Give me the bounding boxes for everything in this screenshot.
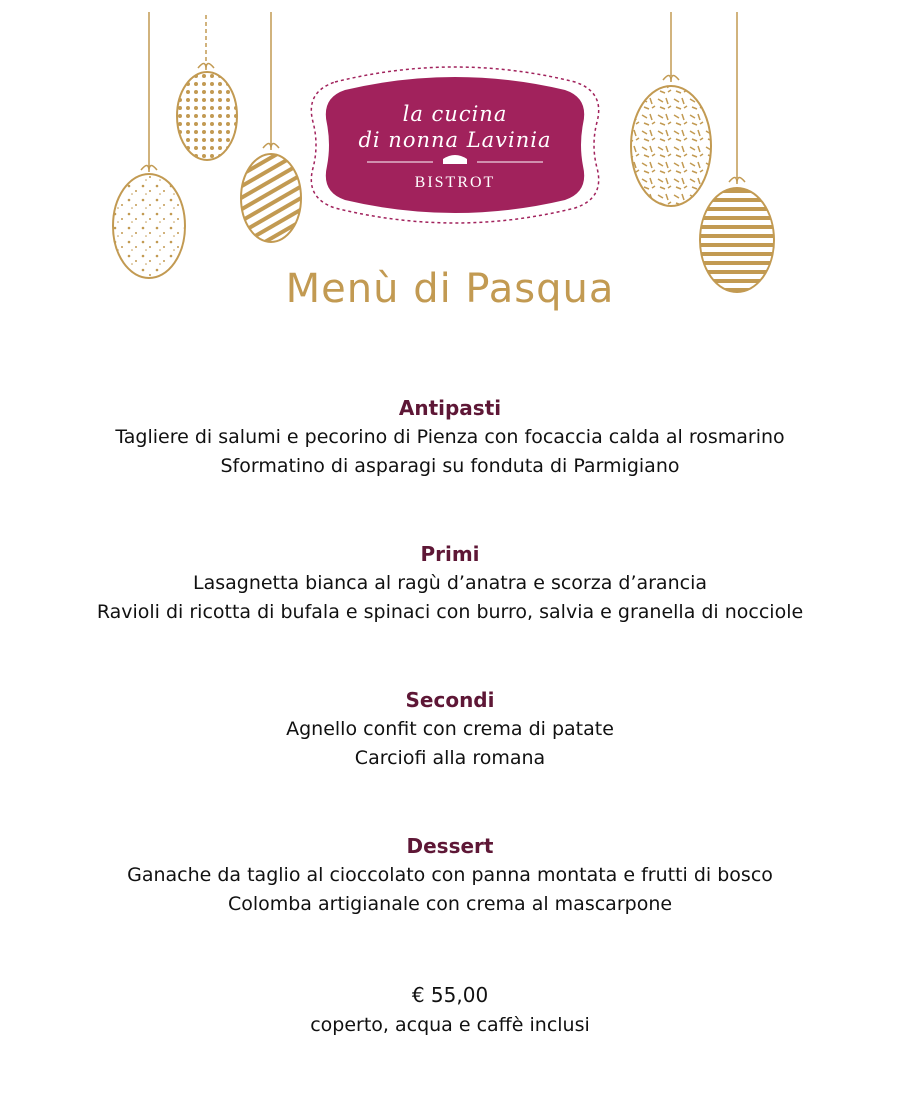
price-block [0, 980, 900, 1040]
dish-item: Lasagnetta bianca al ragù d’anatra e scorza d’arancia [192, 572, 707, 594]
section-primi [0, 539, 900, 685]
dish-item: Colomba artigianale con crema al mascarpone [227, 893, 673, 915]
section-title: Dessert [406, 834, 494, 858]
egg-sprinkles-icon [631, 12, 711, 206]
dish-item: Ganache da taglio al cioccolato con panna montata e frutti di bosco [127, 864, 773, 886]
dish-item: Carciofi alla romana [354, 747, 546, 769]
egg-speckled-icon [113, 12, 185, 278]
logo-text-bistrot: BISTROT [414, 174, 496, 191]
dish-item: Ravioli di ricotta di bufala e spinaci con burro, salvia e granella di nocciole [96, 601, 804, 623]
section-title: Secondi [405, 688, 495, 712]
section-secondi [0, 685, 900, 831]
price-amount: € 55,00 [411, 983, 489, 1007]
menu-title: Menù di Pasqua [285, 266, 615, 312]
menu-body [0, 393, 900, 977]
section-title: Antipasti [398, 396, 502, 420]
dish-item: Tagliere di salumi e pecorino di Pienza con focaccia calda al rosmarino [115, 426, 785, 448]
section-antipasti [0, 393, 900, 539]
section-dessert [0, 831, 900, 977]
egg-dotted-icon [177, 15, 237, 160]
egg-striped-icon [241, 12, 301, 242]
price-note: coperto, acqua e caffè inclusi [310, 1014, 590, 1036]
header [0, 0, 900, 340]
dish-item: Agnello confit con crema di patate [286, 718, 614, 740]
logo-text-line1: la cucina [402, 102, 508, 126]
bistrot-logo [305, 62, 605, 228]
section-title: Primi [420, 542, 480, 566]
dish-item: Sformatino di asparagi su fonduta di Parmigiano [220, 455, 680, 477]
logo-text-line2: di nonna Lavinia [358, 128, 552, 152]
